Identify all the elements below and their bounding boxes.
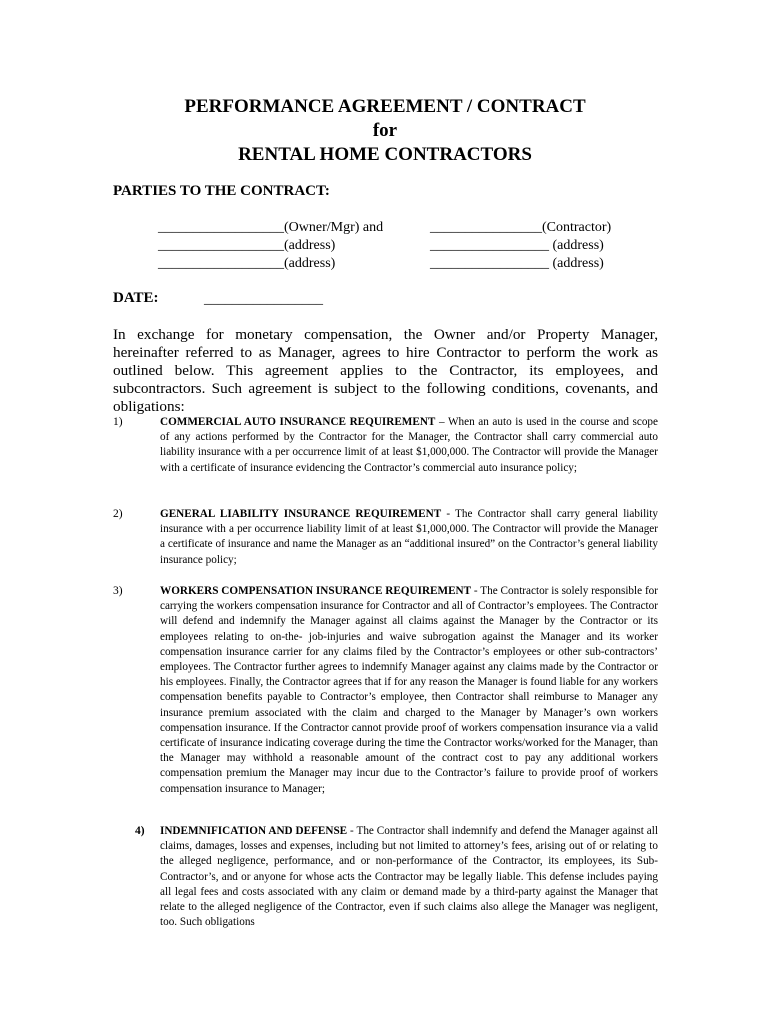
clause-text: - The Contractor is solely responsible for carrying the workers compensation insurance for Contractor and all of Contractor’s employees. The Contractor will defend and indemnify the Manager against all claims against the Manager by the Contractor or its employees relating to on-the- job-injuries and waive subrogation against the Manager and its worker compensation insurance carrier for any claims filed by the Contractor’s employees or other sub-contractors’ employees. The Contractor further agrees to indemnify Manager against any claims made by the Contractor or his employees. Finally, the Contractor agrees that if for any reason the Manager is found liable for any workers compensation benefits payable to Contractor’s employee, then Contractor shall reimburse to Manager any insurance premium associated with the claim and charged to the Manager by Manager’s own workers compensation insurance. If the Contractor cannot provide proof of workers compensation insurance via a valid certificate of insurance indicating coverage during the time the Contractor works/worked for the Manager, than the Manager may withhold a reasonable amount of the contract cost to pay any additional workers compensation premium the Manager may incur due to the Contractor’s failure to provide proof of workers compensation insurance to Manager; <box>160 585 658 795</box>
owner-name-field[interactable]: __________________(Owner/Mgr) and <box>158 220 384 235</box>
clause-number: 2) <box>113 508 123 520</box>
owner-address-field-1[interactable]: __________________(address) <box>158 238 336 253</box>
clause-general-liability <box>160 507 658 568</box>
contractor-address-field-1[interactable]: _________________ (address) <box>430 238 604 253</box>
clause-indemnification <box>160 824 658 930</box>
clause-number: 4) <box>135 825 145 837</box>
clause-heading: INDEMNIFICATION AND DEFENSE <box>160 825 348 837</box>
document-title-line-2: for <box>372 120 398 141</box>
date-label: DATE: <box>113 290 159 306</box>
clause-text: - The Contractor shall carry general liability insurance with a per occurrence liability limit of at least $1,000,000. The Contractor will provide the Manager a certificate of insurance and name the Manager as an “additional insured” on the Contractor’s general liability insurance policy; <box>160 508 658 566</box>
owner-address-field-2[interactable]: __________________(address) <box>158 256 336 271</box>
clause-commercial-auto <box>160 415 658 476</box>
contractor-address-field-2[interactable]: _________________ (address) <box>430 256 604 271</box>
clause-heading: WORKERS COMPENSATION INSURANCE REQUIREMENT <box>160 585 472 597</box>
parties-heading: PARTIES TO THE CONTRACT: <box>113 183 330 199</box>
clause-workers-compensation <box>160 584 658 797</box>
clause-text: – When an auto is used in the course and scope of any actions performed by the Contractor for the Manager, the Contractor shall carry commercial auto liability insurance with a per occurrence limit of at least $1,000,000. The Contractor will provide the Manager with a certificate of insurance evidencing the Contractor’s commercial auto insurance policy; <box>160 416 658 474</box>
clause-number: 1) <box>113 416 123 428</box>
clause-text: - The Contractor shall indemnify and defend the Manager against all claims, damages, losses and expenses, including but not limited to attorney’s fees, arising out of or relating to the alleged negligence, performance, and or non-performance of the Contractor, its employees, its Sub-Contractor’s, and or anyone for whose acts the Contractor may be legally liable. This defense includes paying all legal fees and costs associated with any claim or demand made by a third-party against the Manager that relate to the alleged negligence of the Contractor, even if such claims also allege the Manager was negligent, too. Such obligations <box>160 825 658 929</box>
document-title-line-3: RENTAL HOME CONTRACTORS <box>238 144 532 165</box>
intro-paragraph: In exchange for monetary compensation, the Owner and/or Property Manager, hereinafter referred to as Manager, agrees to hire Contractor to perform the work as outlined below. This agreement applies to the Contractor, its employees, and subcontractors. Such agreement is subject to the following conditions, covenants, and obligations: <box>113 326 658 415</box>
contractor-name-field[interactable]: ________________(Contractor) <box>430 220 612 235</box>
clause-heading: GENERAL LIABILITY INSURANCE REQUIREMENT <box>160 508 442 520</box>
clause-number: 3) <box>113 585 123 597</box>
clause-heading: COMMERCIAL AUTO INSURANCE REQUIREMENT <box>160 416 436 428</box>
document-title-line-1: PERFORMANCE AGREEMENT / CONTRACT <box>184 96 586 117</box>
date-field[interactable]: _________________ <box>204 292 323 307</box>
